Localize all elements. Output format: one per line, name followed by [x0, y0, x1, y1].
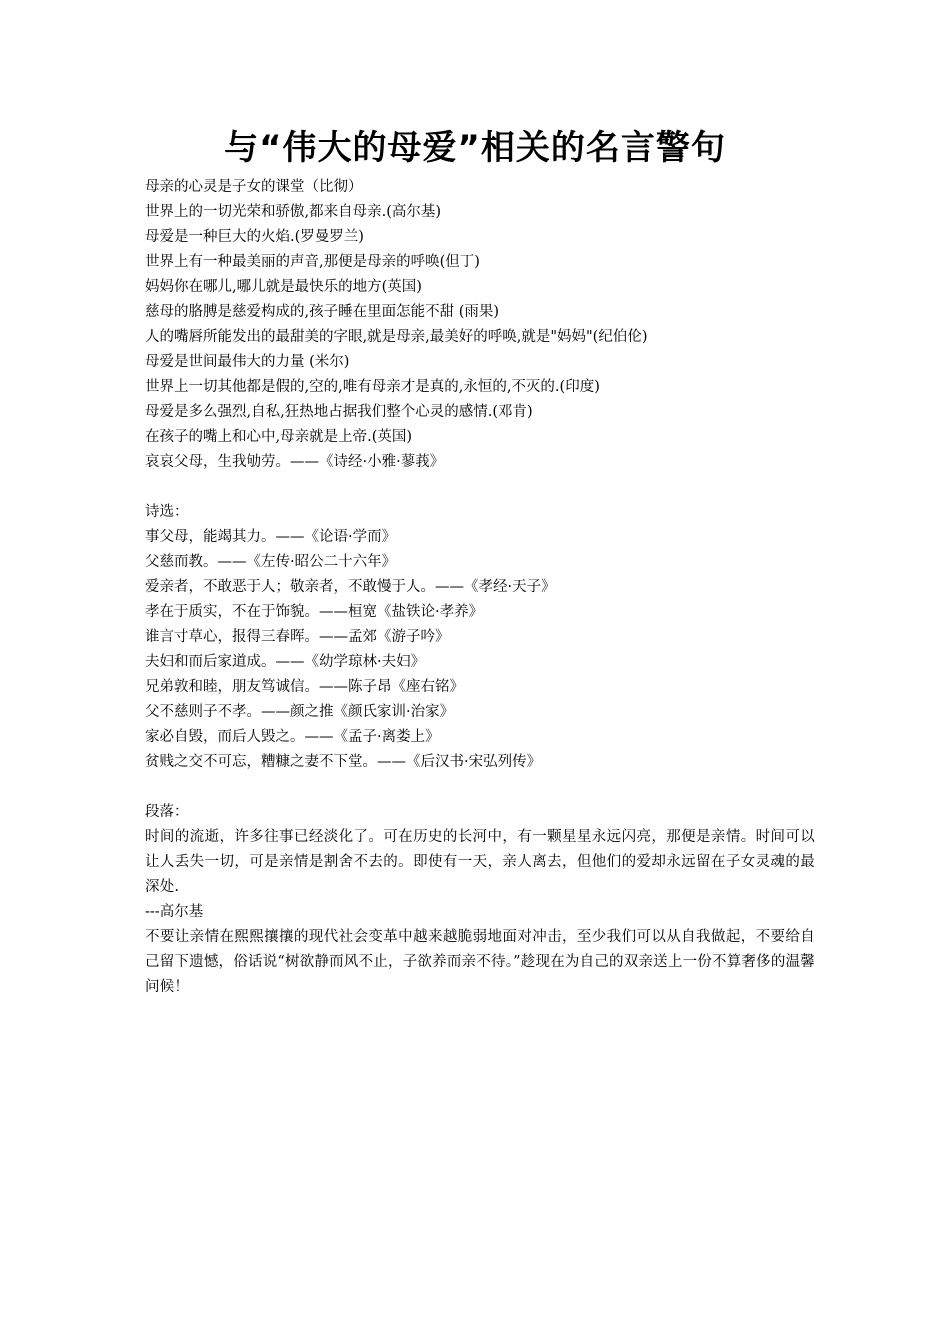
- paragraph-text: 不要让亲情在熙熙攘攘的现代社会变革中越来越脆弱地面对冲击，至少我们可以从自我做起，不要给自己留下遗憾，俗话说“树欲静而风不止，子欲养而亲不待。”趁现在为自己的双亲送上一份不算奢侈的温馨问候！: [145, 929, 815, 995]
- quote-line: 人的嘴唇所能发出的最甜美的字眼,就是母亲,最美好的呼唤,就是"妈妈"(纪伯伦): [145, 329, 648, 345]
- quote-line: 母爱是多么强烈,自私,狂热地占据我们整个心灵的感情.(邓肯): [145, 404, 533, 420]
- quote-line: 母爱是一种巨大的火焰.(罗曼罗兰): [145, 229, 364, 245]
- paragraph-text: 时间的流逝，许多往事已经淡化了。可在历史的长河中，有一颗星星永远闪亮，那便是亲情。时间可以让人丢失一切，可是亲情是割舍不去的。即使有一天，亲人离去，但他们的爱却永远留在子女灵魂的最深处.: [145, 829, 815, 895]
- poem-line: 夫妇和而后家道成。——《幼学琼林·夫妇》: [145, 654, 426, 670]
- quote-line: 在孩子的嘴上和心中,母亲就是上帝.(英国): [145, 429, 413, 445]
- document-title: 与“伟大的母爱”相关的名言警句: [224, 128, 726, 168]
- poem-line: 父慈而教。——《左传·昭公二十六年》: [145, 554, 397, 570]
- quote-line: 慈母的胳膊是慈爱构成的,孩子睡在里面怎能不甜 (雨果): [145, 304, 500, 320]
- paragraphs-section: [145, 800, 815, 1000]
- poems-section: [145, 500, 815, 775]
- poem-line: 谁言寸草心，报得三春晖。——孟郊《游子吟》: [145, 629, 450, 645]
- quote-line: 母爱是世间最伟大的力量 (米尔): [145, 354, 350, 370]
- document-body: [145, 175, 815, 1000]
- quotes-list: [145, 175, 815, 475]
- poem-line: 孝在于质实，不在于饰貌。——桓宽《盐铁论·孝养》: [145, 604, 484, 620]
- poem-line: 家必自毁，而后人毁之。——《孟子·离娄上》: [145, 729, 440, 745]
- poem-line: 事父母，能竭其力。——《论语·学而》: [145, 529, 397, 545]
- poem-line: 爱亲者，不敢恶于人；敬亲者，不敢慢于人。——《孝经·天子》: [145, 579, 556, 595]
- quote-line: 世界上的一切光荣和骄傲,都来自母亲.(高尔基): [145, 204, 442, 220]
- quote-line: 妈妈你在哪儿,哪儿就是最快乐的地方(英国): [145, 279, 422, 295]
- blank-line: [145, 475, 815, 500]
- poem-line: 父不慈则子不孝。——颜之推《颜氏家训·治家》: [145, 704, 455, 720]
- quote-line: 世界上有一种最美丽的声音,那便是母亲的呼唤(但丁): [145, 254, 480, 270]
- blank-line: [145, 775, 815, 800]
- paragraph-author: ---高尔基: [145, 904, 204, 920]
- section-heading: 诗选：: [145, 504, 189, 520]
- quote-line: 世界上一切其他都是假的,空的,唯有母亲才是真的,永恒的,不灭的.(印度): [145, 379, 600, 395]
- quote-line: 哀哀父母，生我劬劳。——《诗经·小雅·蓼莪》: [145, 454, 445, 470]
- section-heading: 段落：: [145, 804, 189, 820]
- poem-line: 贫贱之交不可忘，糟糠之妻不下堂。——《后汉书·宋弘列传》: [145, 754, 542, 770]
- poem-line: 兄弟敦和睦，朋友笃诚信。——陈子昂《座右铭》: [145, 679, 464, 695]
- quote-line: 母亲的心灵是子女的课堂（比彻）: [145, 179, 363, 195]
